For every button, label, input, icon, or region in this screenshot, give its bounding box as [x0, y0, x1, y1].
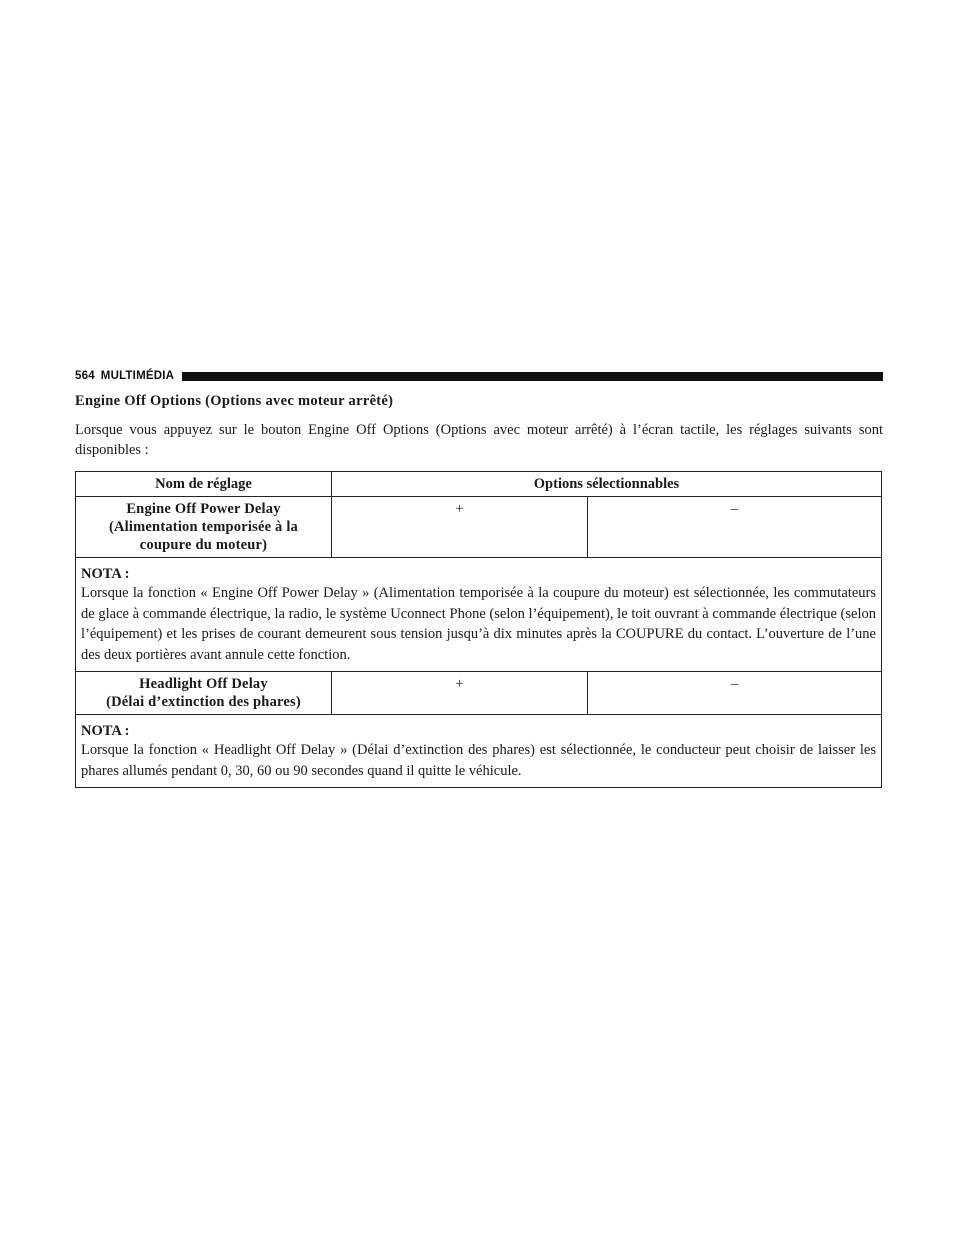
- section-label: MULTIMÉDIA: [100, 370, 175, 382]
- table-note-row: [76, 715, 882, 788]
- setting-name-line: (Alimentation temporisée à la: [108, 519, 299, 535]
- setting-name-line: (Délai d’extinction des phares): [106, 694, 301, 710]
- note-text: Lorsque la fonction « Engine Off Power Delay » (Alimentation temporisée à la coupure du moteur) est sélectionnée, les commutateurs de glace à commande électrique, la radio, le système Uconnect Phone (selon l’équipement), le toit ouvrant à commande électrique (selon l’équipement) et les prises de courant demeurent sous tension jusqu’à dix minutes après la COUPURE du contact. L’ouverture de l’une des deux portières avant annule cette fonction.: [81, 585, 876, 663]
- note-engine-off-power-delay: [76, 558, 882, 672]
- table-row: [76, 672, 882, 715]
- note-title: NOTA :: [81, 723, 130, 739]
- option-plus: +: [332, 497, 588, 558]
- note-headlight-off-delay: [76, 715, 882, 788]
- setting-name-line: coupure du moteur): [139, 537, 268, 553]
- header-rule: [182, 372, 883, 381]
- option-minus: –: [588, 672, 882, 715]
- section-heading: Engine Off Options (Options avec moteur arrêté): [75, 393, 394, 409]
- intro-paragraph: Lorsque vous appuyez sur le bouton Engine Off Options (Options avec moteur arrêté) à l’écran tactile, les réglages suivants sont disponibles :: [75, 422, 883, 458]
- page-header: [75, 368, 883, 384]
- table-header-row: [76, 472, 882, 497]
- setting-name-line: Headlight Off Delay: [139, 676, 268, 692]
- option-minus: –: [588, 497, 882, 558]
- table-note-row: [76, 558, 882, 672]
- setting-name-headlight-off-delay: [76, 672, 332, 715]
- note-title: NOTA :: [81, 566, 130, 582]
- header-setting-name: Nom de réglage: [76, 472, 332, 497]
- option-plus: +: [332, 672, 588, 715]
- table-row: [76, 497, 882, 558]
- page-number: 564: [75, 370, 95, 382]
- note-text: Lorsque la fonction « Headlight Off Delay » (Délai d’extinction des phares) est sélectionnée, le conducteur peut choisir de laisser les phares allumés pendant 0, 30, 60 ou 90 secondes quand il quitte le véhicule.: [81, 742, 876, 779]
- setting-name-line: Engine Off Power Delay: [126, 501, 281, 517]
- setting-name-engine-off-power-delay: [76, 497, 332, 558]
- settings-table: [75, 471, 882, 788]
- header-selectable-options: Options sélectionnables: [332, 472, 882, 497]
